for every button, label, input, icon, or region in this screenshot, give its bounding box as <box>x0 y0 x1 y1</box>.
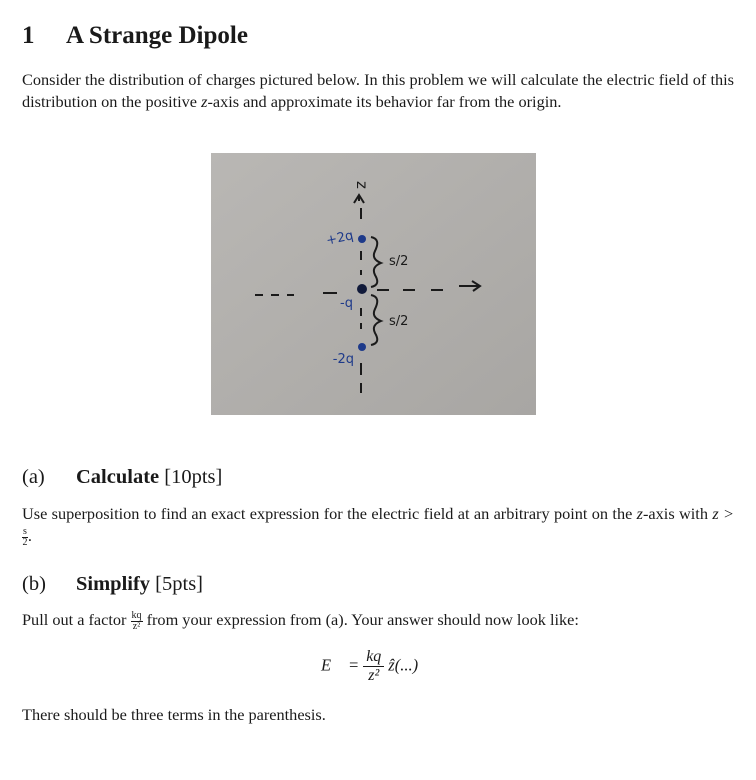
closing-paragraph: There should be three terms in the parenthesis. <box>22 705 326 724</box>
z2-denominator: z² <box>132 620 141 632</box>
charge-bottom-dot <box>358 343 366 351</box>
part-a-text-1: Use superposition to find an exact expression for the electric field at an arbitrary point on the <box>22 504 637 523</box>
part-b-label: (b) <box>22 573 46 595</box>
charge-mid-dot <box>357 284 367 294</box>
charge-top-label: +2q <box>324 228 355 249</box>
part-a-points: [10pts] <box>164 466 223 488</box>
part-a-period: . <box>27 526 32 545</box>
intro-text-2: -axis and approximate its behavior far from the origin. <box>207 92 562 111</box>
part-a-title: Calculate <box>76 466 160 488</box>
part-a-inequality: z > <box>712 504 734 523</box>
part-b-heading <box>22 573 203 596</box>
part-a-text-2: -axis with <box>643 504 713 523</box>
intro-z-variable: z <box>201 92 208 111</box>
s-over-2-numerator: s <box>23 525 27 537</box>
kq-over-z2-fraction <box>131 611 143 632</box>
intro-paragraph <box>22 69 734 113</box>
section-number: 1 <box>22 22 35 49</box>
equation-fraction <box>363 648 384 685</box>
part-b-text <box>22 609 734 632</box>
s-over-2-denominator: 2 <box>22 536 28 548</box>
part-b-points: [5pts] <box>155 573 203 595</box>
photo-background <box>211 153 536 415</box>
part-a-z-variable: z <box>636 504 644 523</box>
equation-lhs: E⃗ = <box>321 655 360 675</box>
section-heading <box>22 22 248 50</box>
kq-numerator: kq <box>131 609 142 621</box>
part-a-heading <box>22 466 222 489</box>
part-a-text <box>22 503 734 548</box>
section-title: A Strange Dipole <box>66 22 248 49</box>
upper-spacing-label: s/2 <box>389 254 409 269</box>
equation-rhs: ẑ(...) <box>388 655 419 675</box>
charge-mid-label: -q <box>340 296 353 311</box>
part-b-title: Simplify <box>76 573 151 595</box>
charge-top-dot <box>358 235 366 243</box>
equation-denominator: z² <box>368 667 380 684</box>
charge-distribution-photo <box>211 153 536 415</box>
charge-bottom-label: -2q <box>332 352 354 367</box>
z-axis-label: z <box>353 181 371 189</box>
intro-text-1: Consider the distribution of charges pictured below. In this problem we will calculate the electric field of this distribution on the positive <box>22 70 734 111</box>
field-equation <box>321 648 418 685</box>
lower-spacing-label: s/2 <box>389 314 409 329</box>
equation-numerator: kq <box>363 648 384 667</box>
part-a-label: (a) <box>22 466 45 488</box>
part-b-text-2: from your expression from (a). Your answer should now look like: <box>142 610 579 629</box>
part-b-text-1: Pull out a factor <box>22 610 131 629</box>
